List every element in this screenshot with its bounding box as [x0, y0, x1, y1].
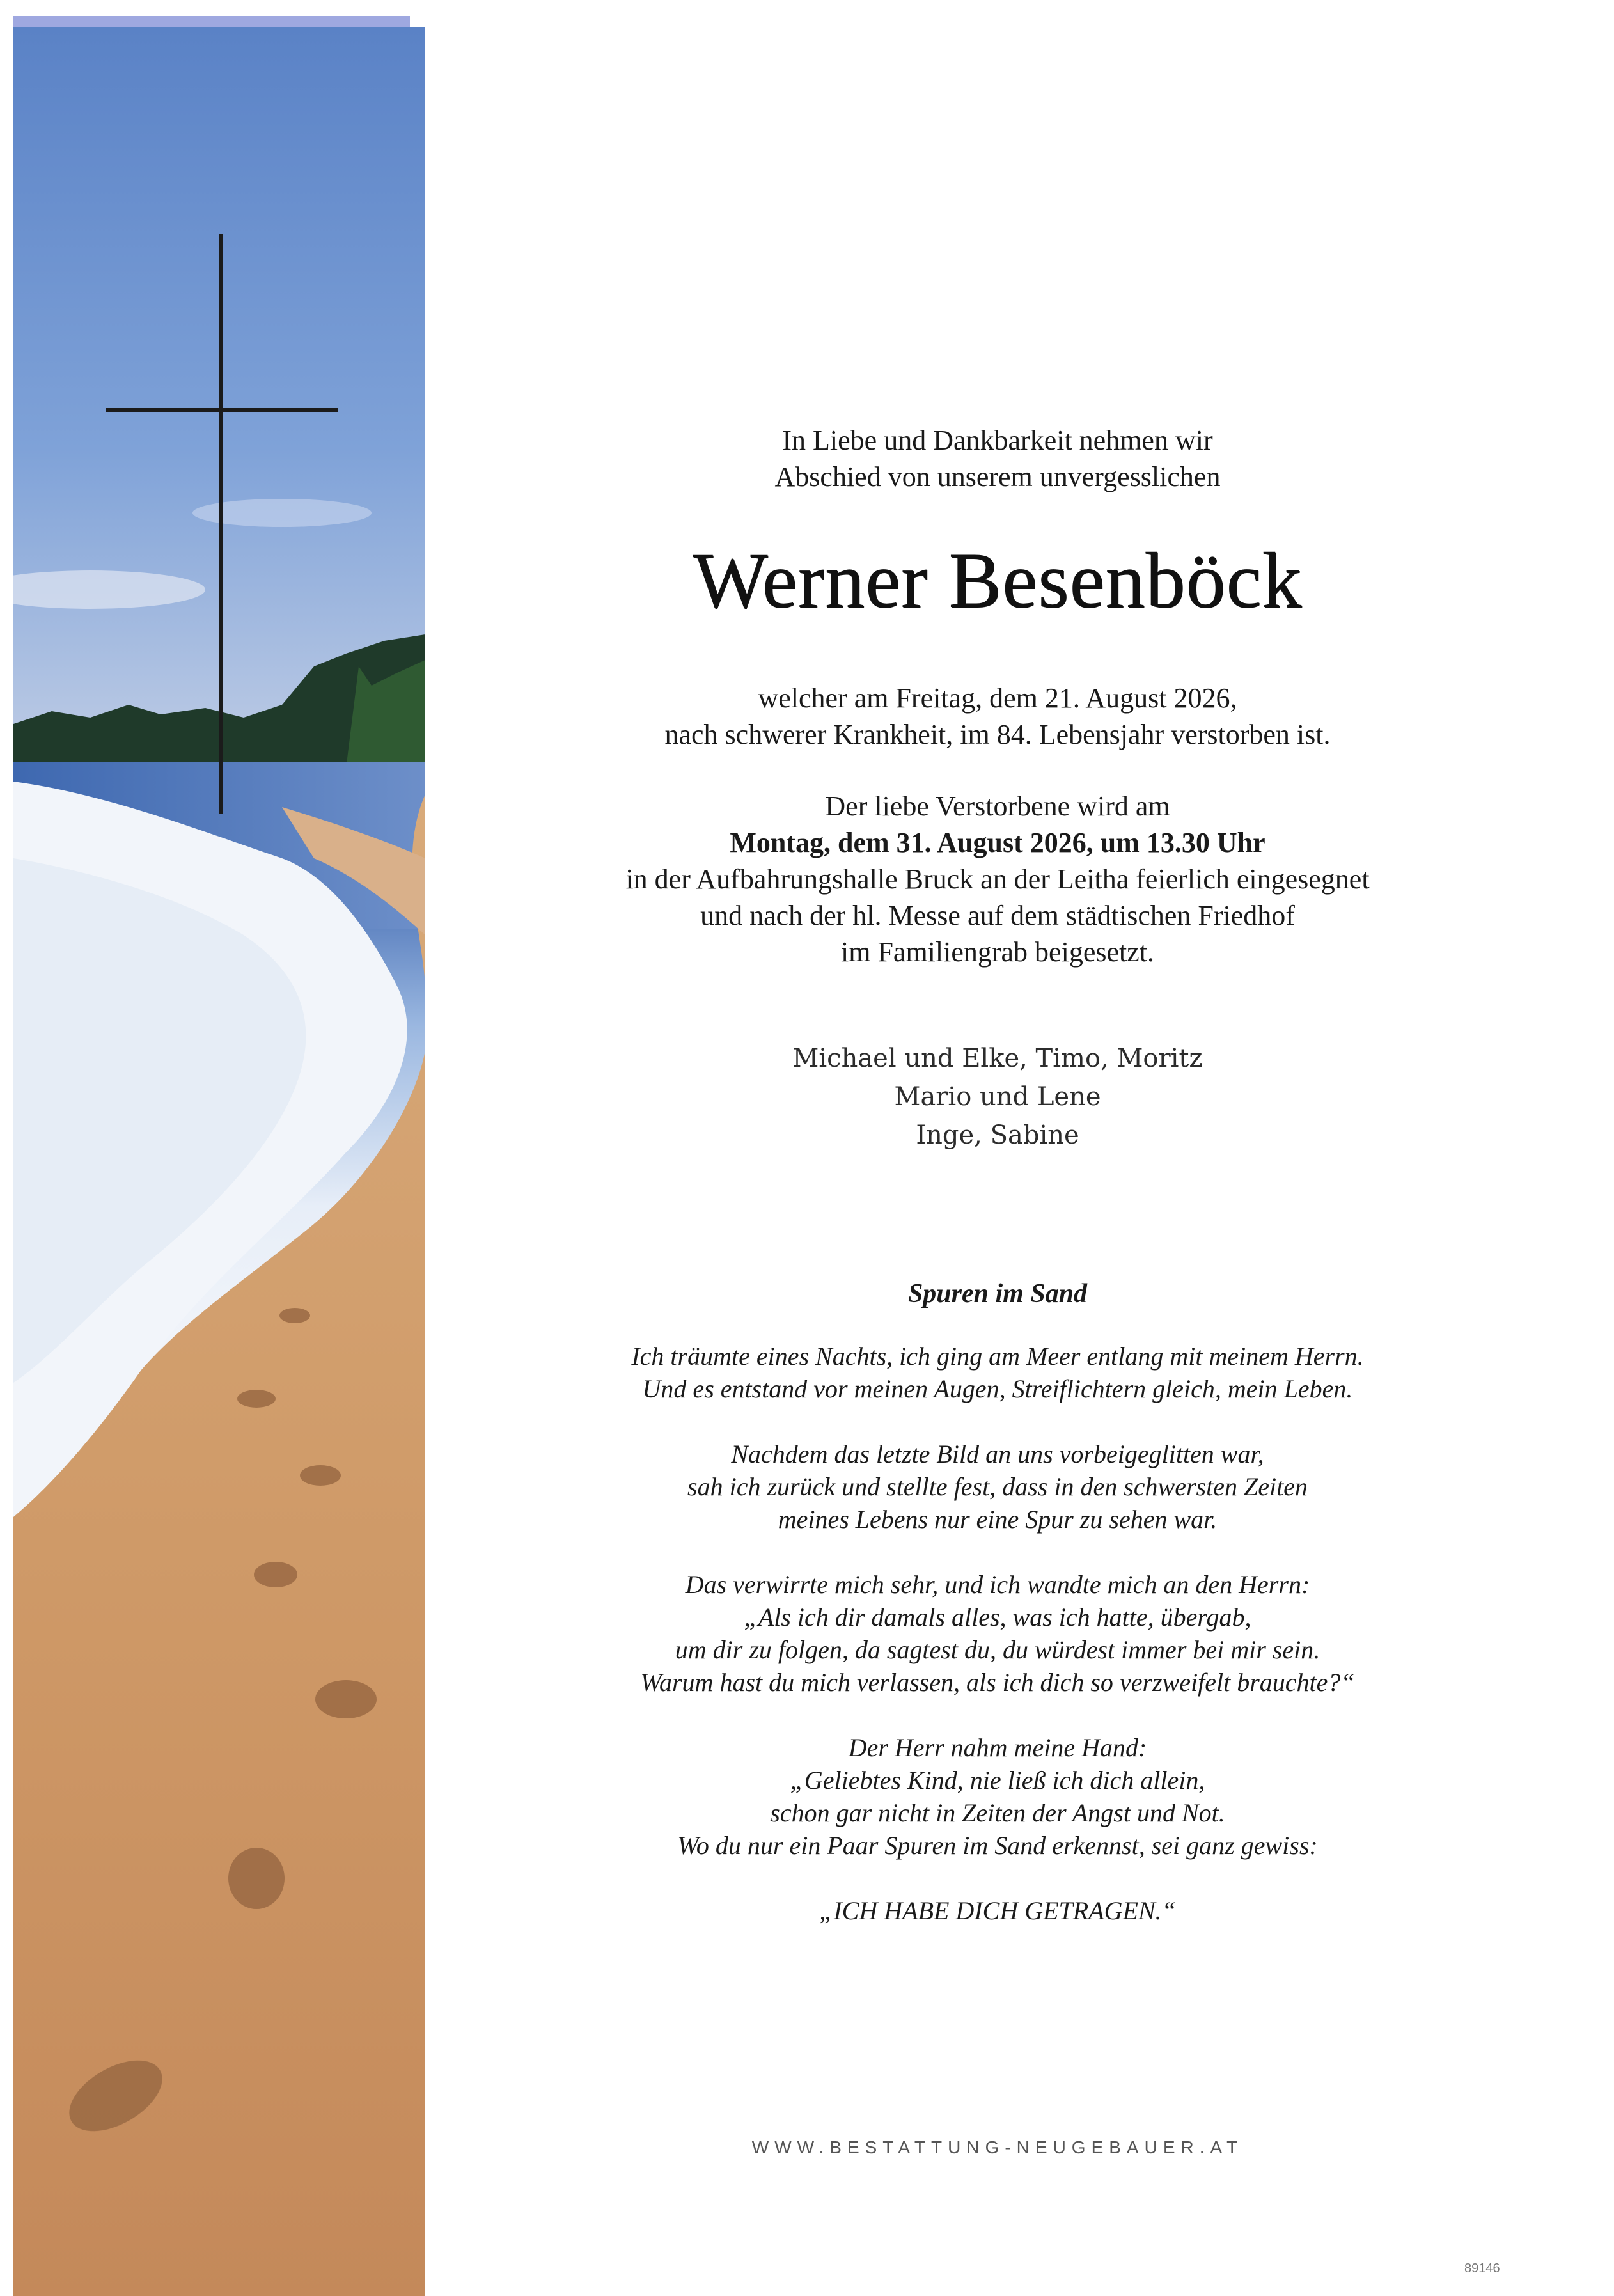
poem-line: schon gar nicht in Zeiten der Angst und Not. — [770, 1798, 1225, 1827]
poem-line: Wo du nur ein Paar Spuren im Sand erkennst, sei ganz gewiss: — [677, 1831, 1318, 1860]
funeral-line: im Familiengrab beigesetzt. — [841, 936, 1154, 968]
intro-text — [486, 422, 1509, 495]
poem-line: sah ich zurück und stellte fest, dass in den schwersten Zeiten — [687, 1472, 1308, 1501]
funeral-line: und nach der hl. Messe auf dem städtischen Friedhof — [700, 900, 1295, 931]
poem-line: Und es entstand vor meinen Augen, Streiflichtern gleich, mein Leben. — [642, 1374, 1353, 1403]
funeral-details — [486, 788, 1509, 970]
family-mourners — [486, 1039, 1509, 1154]
mourner-line: Mario und Lene — [894, 1082, 1101, 1112]
deceased-name: Werner Besenböck — [693, 537, 1303, 624]
poem-title: Spuren im Sand — [907, 1279, 1088, 1309]
website-link[interactable]: WWW.BESTATTUNG-NEUGEBAUER.AT — [751, 2137, 1244, 2157]
cross-vertical-bar — [219, 234, 223, 814]
poem-stanza — [486, 1340, 1509, 1405]
poem-line: Das verwirrte mich sehr, und ich wandte mich an den Herrn: — [685, 1570, 1310, 1599]
mourner-line: Inge, Sabine — [916, 1120, 1079, 1150]
poem-closing-line: „ICH HABE DICH GETRAGEN.“ — [819, 1896, 1176, 1925]
funeral-line: in der Aufbahrungshalle Bruck an der Leitha feierlich eingesegnet — [625, 863, 1370, 895]
poem-stanza — [486, 1438, 1509, 1536]
death-notice-line: welcher am Freitag, dem 21. August 2026, — [758, 682, 1237, 714]
death-notice-line: nach schwerer Krankheit, im 84. Lebensjahr verstorben ist. — [664, 719, 1331, 750]
funeral-line: Der liebe Verstorbene wird am — [825, 790, 1170, 822]
poem-line: Nachdem das letzte Bild an uns vorbeigeglitten war, — [731, 1440, 1264, 1468]
poem-line: „Geliebtes Kind, nie ließ ich dich allein, — [790, 1766, 1205, 1795]
intro-line: Abschied von unserem unvergesslichen — [774, 461, 1221, 492]
mourner-line: Michael und Elke, Timo, Moritz — [792, 1044, 1203, 1073]
poem-line: Der Herr nahm meine Hand: — [848, 1733, 1147, 1762]
poem-stanza — [486, 1894, 1509, 1927]
poem-line: Warum hast du mich verlassen, als ich dich so verzweifelt brauchte?“ — [640, 1668, 1355, 1697]
document-code: 89146 — [1464, 2261, 1500, 2276]
poem-line: Ich träumte eines Nachts, ich ging am Meer entlang mit meinem Herrn. — [631, 1342, 1364, 1371]
poem-body — [486, 1340, 1509, 1960]
funeral-date-time: Montag, dem 31. August 2026, um 13.30 Uhr — [730, 827, 1265, 858]
intro-line: In Liebe und Dankbarkeit nehmen wir — [782, 425, 1213, 456]
poem-stanza — [486, 1568, 1509, 1699]
death-notice — [486, 680, 1509, 753]
poem-line: „Als ich dir damals alles, was ich hatte, übergab, — [744, 1603, 1251, 1632]
cross-horizontal-bar — [106, 408, 338, 412]
poem-line: meines Lebens nur eine Spur zu sehen war. — [778, 1505, 1218, 1534]
poem-line: um dir zu folgen, da sagtest du, du würdest immer bei mir sein. — [675, 1635, 1320, 1664]
poem-stanza — [486, 1731, 1509, 1862]
